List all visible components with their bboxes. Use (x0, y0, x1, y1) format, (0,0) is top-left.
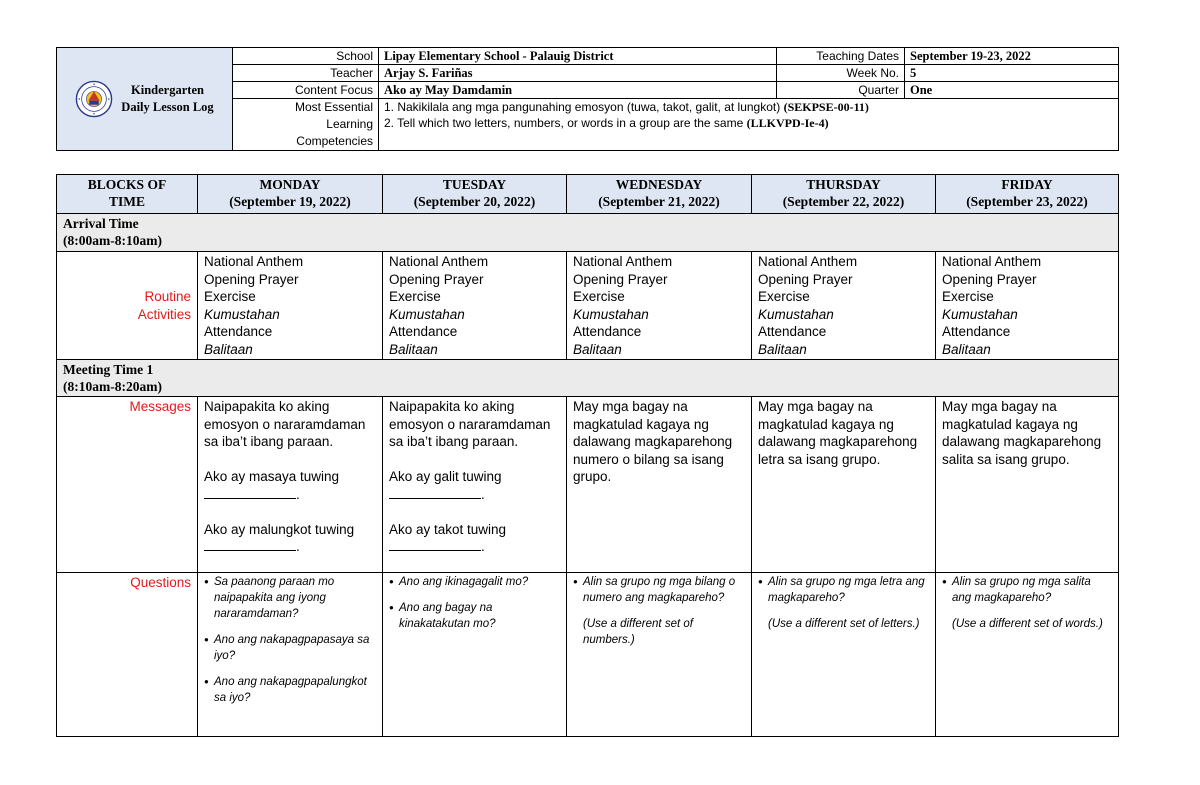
grade-level: Kindergarten (131, 83, 204, 97)
block-title: Meeting Time 1 (63, 362, 154, 377)
header-table (56, 47, 1119, 151)
message-line: salita sa isang grupo. (942, 451, 1070, 467)
blank-line (389, 486, 560, 504)
block-time: (8:00am-8:10am) (63, 233, 162, 248)
question-item: ● Sa paanong paraan mo naipapakita ang iyong nararamdaman? (204, 574, 376, 622)
day-date: (September 23, 2022) (966, 194, 1088, 209)
header-line: TIME (108, 194, 145, 209)
day-header-tuesday (383, 175, 567, 214)
message-line: dalawang magkaparehong (758, 434, 918, 449)
mel-label-line: Most Essential (294, 100, 373, 114)
day-header-friday (936, 175, 1119, 214)
period: . (481, 486, 485, 502)
quarter-label: Quarter (777, 82, 905, 99)
block-title: Arrival Time (63, 216, 139, 231)
competencies (379, 99, 1119, 151)
message-line: letra sa isang grupo. (758, 451, 881, 467)
routine-item: National Anthem (758, 254, 858, 269)
day-date: (September 22, 2022) (782, 194, 905, 209)
routine-item: Exercise (942, 289, 994, 304)
header-line: BLOCKS OF (87, 177, 167, 192)
message-line: magkatulad kagaya ng (758, 416, 894, 432)
blank-line (204, 486, 376, 504)
competency-code: (SEKPSE-00-11) (783, 100, 869, 114)
routine-item: Opening Prayer (204, 271, 299, 287)
competency-text: 1. Nakikilala ang mga pangunahing emosyon (tuwa, takot, galit, at lungkot) (384, 100, 781, 114)
messages-label (57, 397, 198, 573)
content-focus-label: Content Focus (233, 82, 379, 99)
routine-item: National Anthem (942, 254, 1042, 269)
label-line: Messages (129, 399, 191, 414)
day-name: THURSDAY (806, 177, 881, 192)
routine-item: Opening Prayer (758, 271, 853, 287)
message-line: sa iba’t ibang paraan. (389, 434, 519, 449)
arrival-time-bar (57, 214, 1119, 252)
routine-friday (936, 252, 1119, 360)
message-line: Naipapakita ko aking (389, 399, 515, 414)
questions-thursday (752, 573, 936, 737)
routine-item: Attendance (204, 324, 273, 339)
quarter-value: One (905, 82, 1119, 99)
question-item: ● Alin sa grupo ng mga salita ang magkapareho? (942, 574, 1112, 606)
routine-item: Opening Prayer (389, 271, 484, 287)
routine-item: Balitaan (204, 341, 253, 357)
blank-line (389, 538, 560, 556)
routine-item: Kumustahan (942, 306, 1018, 322)
message-line: magkatulad kagaya ng (573, 416, 709, 432)
routine-wednesday (567, 252, 752, 360)
routine-item: National Anthem (204, 254, 304, 269)
questions-monday (198, 573, 383, 737)
routine-activities-label (57, 252, 198, 360)
mel-label-line: Learning (326, 117, 373, 131)
routine-item: Balitaan (758, 341, 807, 357)
period: . (296, 539, 300, 554)
blank-line (204, 538, 376, 556)
routine-item: Opening Prayer (942, 271, 1037, 287)
log-title: Daily Lesson Log (121, 100, 214, 114)
period: . (481, 539, 485, 554)
message-line: emosyon o nararamdaman (204, 416, 366, 432)
message-line: May mga bagay na (758, 399, 873, 414)
routine-item: Balitaan (573, 341, 622, 357)
blocks-of-time-header (57, 175, 198, 214)
question-item: ● Ano ang bagay na kinakatakutan mo? (389, 600, 560, 632)
label-line: Routine (144, 289, 191, 304)
routine-item: Exercise (758, 289, 810, 304)
questions-tuesday (383, 573, 567, 737)
school-value: Lipay Elementary School - Palauig District (379, 48, 777, 65)
day-date: (September 21, 2022) (598, 194, 720, 209)
day-name: FRIDAY (1001, 177, 1053, 192)
routine-tuesday (383, 252, 567, 360)
routine-item: Balitaan (389, 341, 438, 357)
question-item: ● Ano ang ikinagagalit mo? (389, 574, 560, 590)
day-header-wednesday (567, 175, 752, 214)
day-name: WEDNESDAY (615, 177, 703, 192)
messages-tuesday (383, 397, 567, 573)
question-note: (Use a different set of numbers.) (583, 618, 693, 646)
competency-text: 2. Tell which two letters, numbers, or words in a group are the same (384, 116, 744, 130)
day-header-thursday (752, 175, 936, 214)
question-item: ● Alin sa grupo ng mga letra ang magkapareho? (758, 574, 929, 606)
week-value: 5 (905, 65, 1119, 82)
question-note: (Use a different set of words.) (952, 618, 1103, 630)
question-item: ● Alin sa grupo ng mga bilang o numero ang magkapareho? (573, 574, 745, 606)
meeting-time-bar (57, 360, 1119, 397)
message-line: Ako ay galit tuwing (389, 469, 502, 484)
message-line: Naipapakita ko aking (204, 399, 330, 414)
routine-item: Kumustahan (204, 306, 280, 322)
day-date: (September 19, 2022) (229, 194, 351, 209)
message-line: Ako ay takot tuwing (389, 521, 507, 537)
block-time: (8:10am-8:20am) (63, 379, 162, 394)
message-line: dalawang magkaparehong (573, 434, 733, 449)
day-name: MONDAY (259, 177, 321, 192)
message-line: May mga bagay na (573, 399, 688, 414)
message-line: Ako ay masaya tuwing (204, 469, 340, 484)
routine-thursday (752, 252, 936, 360)
messages-thursday (752, 397, 936, 573)
routine-monday (198, 252, 383, 360)
messages-friday (936, 397, 1119, 573)
routine-item: Attendance (389, 324, 458, 339)
routine-item: National Anthem (389, 254, 489, 269)
period: . (296, 486, 300, 502)
routine-item: National Anthem (573, 254, 673, 269)
routine-item: Opening Prayer (573, 271, 668, 287)
routine-item: Exercise (389, 289, 441, 304)
questions-wednesday (567, 573, 752, 737)
message-line: numero o bilang sa isang (573, 451, 724, 467)
message-line: Ako ay malungkot tuwing (204, 521, 355, 537)
question-item: ● Ano ang nakapagpapasaya sa iyo? (204, 632, 376, 664)
label-line: Activities (137, 306, 191, 322)
message-line: emosyon o nararamdaman (389, 416, 551, 432)
teacher-label: Teacher (233, 65, 379, 82)
messages-wednesday (567, 397, 752, 573)
day-header-monday (198, 175, 383, 214)
week-label: Week No. (777, 65, 905, 82)
routine-item: Exercise (204, 289, 256, 304)
mel-label (233, 99, 379, 151)
message-line: grupo. (573, 469, 612, 484)
messages-monday (198, 397, 383, 573)
deped-seal-icon (75, 80, 113, 118)
routine-item: Attendance (573, 324, 642, 339)
routine-item: Kumustahan (758, 306, 834, 322)
teacher-value: Arjay S. Fariñas (379, 65, 777, 82)
routine-item: Exercise (573, 289, 625, 304)
header-logo-cell (57, 48, 233, 151)
school-label: School (233, 48, 379, 65)
mel-label-line: Competencies (296, 134, 373, 148)
label-line: Questions (130, 575, 191, 590)
routine-item: Kumustahan (389, 306, 465, 322)
message-line: May mga bagay na (942, 399, 1057, 414)
message-line: dalawang magkaparehong (942, 434, 1102, 449)
message-line: sa iba’t ibang paraan. (204, 434, 334, 449)
routine-item: Attendance (758, 324, 827, 339)
routine-item: Kumustahan (573, 306, 649, 322)
message-line: magkatulad kagaya ng (942, 416, 1078, 432)
question-note: (Use a different set of letters.) (768, 618, 920, 630)
competency-2 (384, 115, 1113, 131)
lesson-grid (56, 174, 1119, 737)
competency-1 (384, 99, 1113, 115)
day-name: TUESDAY (442, 177, 507, 192)
content-focus-value: Ako ay May Damdamin (379, 82, 777, 99)
questions-label (57, 573, 198, 737)
routine-item: Attendance (942, 324, 1011, 339)
question-item: ● Ano ang nakapagpapalungkot sa iyo? (204, 674, 376, 706)
routine-item: Balitaan (942, 341, 991, 357)
day-date: (September 20, 2022) (413, 194, 536, 209)
questions-friday (936, 573, 1119, 737)
competency-code: (LLKVPD-Ie-4) (746, 116, 829, 130)
dates-label: Teaching Dates (777, 48, 905, 65)
dates-value: September 19-23, 2022 (905, 48, 1119, 65)
